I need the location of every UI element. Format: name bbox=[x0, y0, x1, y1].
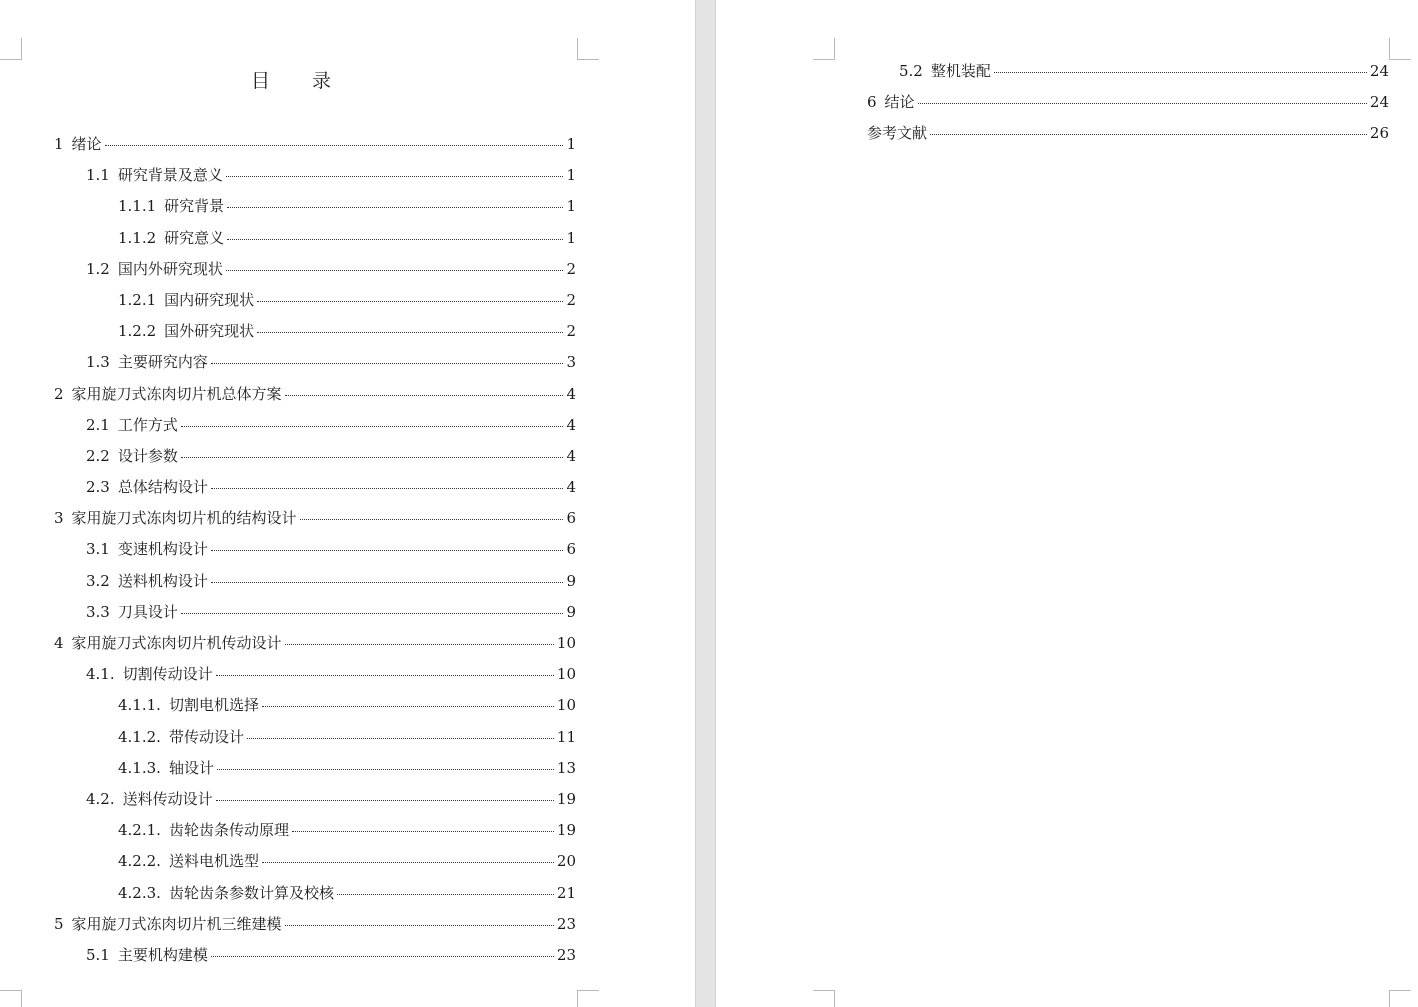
toc-entry-page: 20 bbox=[556, 852, 576, 871]
toc-dot-leader bbox=[181, 457, 564, 458]
toc-entry[interactable] bbox=[54, 133, 576, 164]
toc-list-right bbox=[867, 60, 1389, 154]
toc-dot-leader bbox=[257, 301, 563, 302]
toc-entry-number: 4.2. bbox=[86, 789, 115, 808]
toc-entry[interactable] bbox=[54, 663, 576, 694]
toc-dot-leader bbox=[216, 675, 554, 676]
toc-entry-label: 切割电机选择 bbox=[168, 696, 259, 715]
toc-entry[interactable] bbox=[54, 819, 576, 850]
toc-entry[interactable] bbox=[54, 726, 576, 757]
toc-entry-number: 4.2.2. bbox=[118, 852, 161, 871]
toc-entry-label: 研究背景 bbox=[164, 197, 225, 216]
toc-entry-page: 4 bbox=[566, 446, 576, 465]
toc-entry-label: 绪论 bbox=[71, 135, 102, 153]
toc-entry-number: 3 bbox=[54, 509, 64, 528]
toc-entry[interactable] bbox=[54, 227, 576, 258]
toc-dot-leader bbox=[226, 176, 564, 177]
toc-entry[interactable] bbox=[54, 632, 576, 663]
toc-entry-number: 4.1.2. bbox=[118, 727, 161, 746]
toc-entry[interactable] bbox=[54, 414, 576, 445]
toc-entry-label: 整机装配 bbox=[930, 62, 991, 80]
toc-entry[interactable] bbox=[54, 195, 576, 226]
toc-dot-leader bbox=[211, 363, 564, 364]
toc-entry-page: 21 bbox=[556, 883, 576, 902]
toc-entry-label: 送料传动设计 bbox=[122, 789, 213, 808]
toc-dot-leader bbox=[181, 613, 564, 614]
page-gutter bbox=[695, 0, 716, 1007]
toc-entry-label: 总体结构设计 bbox=[117, 478, 208, 497]
toc-entry-number: 1.2.2 bbox=[118, 322, 157, 341]
toc-entry-label: 国内研究现状 bbox=[164, 290, 255, 309]
toc-entry-number: 2 bbox=[54, 384, 64, 403]
toc-dot-leader bbox=[285, 644, 554, 645]
toc-entry-page: 6 bbox=[566, 540, 576, 559]
toc-dot-leader bbox=[211, 956, 554, 957]
toc-entry-page: 9 bbox=[566, 602, 576, 621]
toc-entry[interactable] bbox=[54, 757, 576, 788]
margin-mark-bottom-left bbox=[0, 990, 22, 1007]
toc-entry-number: 3.1 bbox=[86, 540, 110, 559]
toc-entry-number: 1.1.2 bbox=[118, 228, 157, 247]
margin-mark-top-left bbox=[0, 38, 22, 60]
toc-entry-label: 送料电机选型 bbox=[168, 852, 259, 871]
toc-dot-leader bbox=[337, 894, 554, 895]
toc-entry-page: 2 bbox=[566, 259, 576, 278]
toc-entry-label: 刀具设计 bbox=[117, 602, 178, 621]
toc-dot-leader bbox=[292, 831, 554, 832]
toc-entry[interactable] bbox=[54, 164, 576, 195]
toc-entry-number: 1 bbox=[54, 135, 64, 153]
toc-entry-label: 轴设计 bbox=[168, 758, 214, 777]
toc-entry-number: 4.1. bbox=[86, 665, 115, 684]
toc-entry-number: 2.2 bbox=[86, 446, 110, 465]
toc-entry-label: 研究意义 bbox=[164, 228, 225, 247]
toc-entry-label: 切割传动设计 bbox=[122, 665, 213, 684]
toc-entry[interactable] bbox=[867, 91, 1389, 122]
toc-dot-leader bbox=[181, 426, 564, 427]
toc-entry[interactable] bbox=[54, 258, 576, 289]
toc-dot-leader bbox=[285, 395, 564, 396]
toc-entry[interactable] bbox=[54, 694, 576, 725]
toc-entry[interactable] bbox=[54, 882, 576, 913]
toc-entry-label: 家用旋刀式冻肉切片机的结构设计 bbox=[71, 509, 297, 528]
toc-entry-page: 24 bbox=[1369, 93, 1389, 112]
toc-entry-number: 5 bbox=[54, 914, 64, 933]
toc-entry[interactable] bbox=[54, 944, 576, 975]
toc-entry-number: 2.1 bbox=[86, 415, 110, 434]
toc-entry-number: 1.1.1 bbox=[118, 197, 157, 216]
margin-mark-bottom-left bbox=[813, 990, 835, 1007]
toc-entry-page: 2 bbox=[566, 290, 576, 309]
toc-dot-leader bbox=[262, 862, 554, 863]
toc-entry[interactable] bbox=[54, 289, 576, 320]
toc-list-left bbox=[54, 133, 576, 975]
toc-entry[interactable] bbox=[54, 538, 576, 569]
toc-entry-label: 参考文献 bbox=[867, 124, 928, 143]
margin-mark-bottom-right bbox=[1389, 990, 1411, 1007]
toc-entry-page: 11 bbox=[556, 727, 576, 746]
toc-entry-label: 工作方式 bbox=[117, 415, 178, 434]
toc-entry-page: 24 bbox=[1369, 62, 1389, 80]
toc-entry-page: 9 bbox=[566, 571, 576, 590]
toc-entry-number: 4.2.1. bbox=[118, 821, 161, 840]
toc-entry-label: 主要机构建模 bbox=[117, 945, 208, 964]
toc-entry[interactable] bbox=[54, 850, 576, 881]
toc-dot-leader bbox=[226, 270, 564, 271]
toc-entry-number: 4 bbox=[54, 634, 64, 652]
toc-entry-number: 5.2 bbox=[899, 62, 923, 80]
toc-entry-page: 1 bbox=[566, 197, 576, 216]
toc-entry-label: 研究背景及意义 bbox=[117, 166, 223, 185]
toc-entry-number: 4.2.3. bbox=[118, 883, 161, 902]
margin-mark-top-left bbox=[813, 38, 835, 60]
toc-entry-label: 齿轮齿条参数计算及校核 bbox=[168, 883, 334, 902]
toc-entry[interactable] bbox=[54, 445, 576, 476]
toc-entry-label: 家用旋刀式冻肉切片机三维建模 bbox=[71, 914, 282, 933]
toc-title: 目 录 bbox=[250, 70, 350, 92]
toc-entry-number: 1.3 bbox=[86, 353, 110, 372]
margin-mark-top-right bbox=[1389, 38, 1411, 60]
toc-entry[interactable] bbox=[54, 383, 576, 414]
toc-entry-label: 变速机构设计 bbox=[117, 540, 208, 559]
toc-dot-leader bbox=[918, 103, 1367, 104]
toc-dot-leader bbox=[257, 332, 563, 333]
margin-mark-bottom-right bbox=[577, 990, 599, 1007]
toc-dot-leader bbox=[994, 72, 1367, 73]
toc-entry[interactable] bbox=[54, 320, 576, 351]
toc-dot-leader bbox=[211, 582, 564, 583]
toc-dot-leader bbox=[211, 488, 564, 489]
toc-entry-number: 3.2 bbox=[86, 571, 110, 590]
toc-entry[interactable] bbox=[54, 570, 576, 601]
toc-entry-number: 4.1.3. bbox=[118, 758, 161, 777]
toc-dot-leader bbox=[285, 925, 554, 926]
toc-dot-leader bbox=[227, 207, 563, 208]
toc-dot-leader bbox=[300, 519, 564, 520]
toc-entry-label: 送料机构设计 bbox=[117, 571, 208, 590]
toc-entry-label: 家用旋刀式冻肉切片机总体方案 bbox=[71, 384, 282, 403]
toc-entry-page: 4 bbox=[566, 415, 576, 434]
toc-entry-number: 3.3 bbox=[86, 602, 110, 621]
toc-entry-page: 4 bbox=[566, 384, 576, 403]
toc-entry-page: 19 bbox=[556, 821, 576, 840]
toc-entry-page: 10 bbox=[556, 696, 576, 715]
toc-dot-leader bbox=[216, 800, 554, 801]
toc-entry-page: 23 bbox=[556, 945, 576, 964]
toc-dot-leader bbox=[262, 706, 554, 707]
toc-entry-number: 1.2 bbox=[86, 259, 110, 278]
toc-dot-leader bbox=[227, 239, 563, 240]
toc-entry-label: 带传动设计 bbox=[168, 727, 244, 746]
toc-entry-page: 23 bbox=[556, 914, 576, 933]
toc-entry[interactable] bbox=[54, 476, 576, 507]
toc-entry-label: 结论 bbox=[884, 93, 915, 112]
toc-dot-leader bbox=[217, 769, 554, 770]
toc-entry-page: 13 bbox=[556, 758, 576, 777]
toc-entry[interactable] bbox=[867, 122, 1389, 153]
toc-entry-number: 2.3 bbox=[86, 478, 110, 497]
toc-entry-number: 5.1 bbox=[86, 945, 110, 964]
toc-entry-label: 国外研究现状 bbox=[164, 322, 255, 341]
toc-dot-leader bbox=[247, 738, 554, 739]
toc-entry-page: 2 bbox=[566, 322, 576, 341]
toc-entry-label: 家用旋刀式冻肉切片机传动设计 bbox=[71, 634, 282, 652]
toc-entry-page: 26 bbox=[1369, 124, 1389, 143]
toc-dot-leader bbox=[105, 145, 564, 146]
toc-entry[interactable] bbox=[54, 788, 576, 819]
toc-entry-page: 10 bbox=[556, 665, 576, 684]
toc-entry[interactable] bbox=[54, 601, 576, 632]
toc-entry-label: 国内外研究现状 bbox=[117, 259, 223, 278]
toc-entry[interactable] bbox=[54, 507, 576, 538]
toc-entry[interactable] bbox=[54, 351, 576, 382]
toc-entry-page: 1 bbox=[566, 228, 576, 247]
toc-entry-page: 19 bbox=[556, 789, 576, 808]
toc-entry-page: 4 bbox=[566, 478, 576, 497]
toc-entry-page: 10 bbox=[556, 634, 576, 652]
toc-dot-leader bbox=[211, 550, 564, 551]
toc-entry-number: 6 bbox=[867, 93, 877, 112]
toc-entry[interactable] bbox=[54, 913, 576, 944]
margin-mark-top-right bbox=[577, 38, 599, 60]
toc-entry-label: 设计参数 bbox=[117, 446, 178, 465]
toc-entry-page: 1 bbox=[566, 166, 576, 185]
toc-entry[interactable] bbox=[867, 60, 1389, 91]
toc-entry-number: 1.1 bbox=[86, 166, 110, 185]
toc-entry-label: 齿轮齿条传动原理 bbox=[168, 821, 289, 840]
toc-entry-label: 主要研究内容 bbox=[117, 353, 208, 372]
toc-entry-number: 4.1.1. bbox=[118, 696, 161, 715]
toc-entry-page: 3 bbox=[566, 353, 576, 372]
toc-entry-page: 6 bbox=[566, 509, 576, 528]
toc-entry-page: 1 bbox=[566, 135, 576, 153]
toc-entry-number: 1.2.1 bbox=[118, 290, 157, 309]
toc-dot-leader bbox=[930, 134, 1367, 135]
